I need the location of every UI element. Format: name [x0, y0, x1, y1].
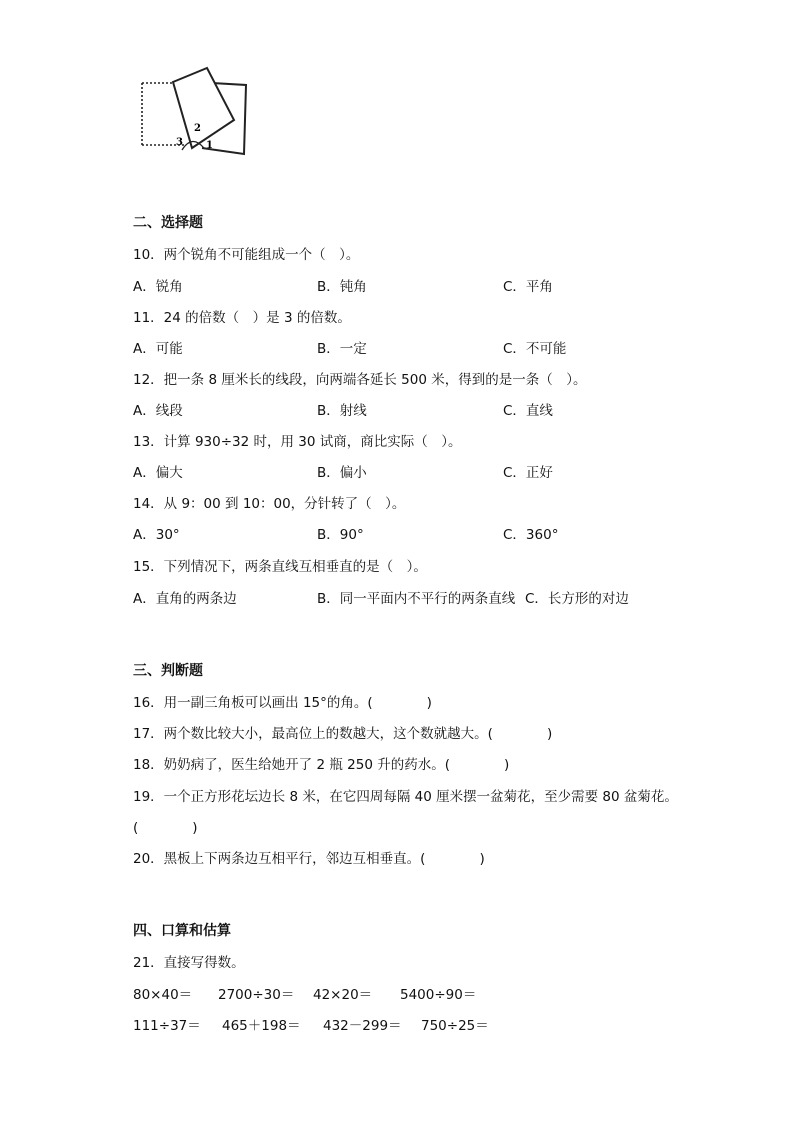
section-header-mental-math: 四、口算和估算 — [133, 923, 231, 939]
calc-item: 2700÷30＝ — [218, 987, 295, 1003]
question-15-stem: 15．下列情况下，两条直线互相垂直的是（ ）。 — [133, 559, 427, 575]
section-header-choice: 二、选择题 — [133, 215, 203, 231]
question-14-stem: 14．从 9：00 到 10：00，分针转了（ ）。 — [133, 496, 406, 512]
question-11-option-a: A．可能 — [133, 341, 183, 357]
question-12-option-b: B．射线 — [317, 403, 367, 419]
angle-label-3: 3 — [176, 137, 183, 148]
question-15-option-c: C．长方形的对边 — [525, 591, 629, 607]
question-14-option-b: B．90° — [317, 527, 364, 543]
question-11-stem: 11．24 的倍数（ ）是 3 的倍数。 — [133, 310, 351, 326]
question-14-option-c: C．360° — [503, 527, 559, 543]
question-12-option-c: C．直线 — [503, 403, 553, 419]
question-13-option-b: B．偏小 — [317, 465, 367, 481]
angle-label-1: 1 — [206, 140, 213, 151]
question-13-stem: 13．计算 930÷32 时，用 30 试商，商比实际（ ）。 — [133, 434, 462, 450]
calc-item: 465＋198＝ — [222, 1018, 301, 1034]
question-10-option-b: B．钝角 — [317, 279, 367, 295]
folded-paper-figure — [130, 62, 260, 162]
folded-flap — [173, 68, 234, 148]
calc-item: 80×40＝ — [133, 987, 193, 1003]
calc-item: 111÷37＝ — [133, 1018, 201, 1034]
angle-label-2: 2 — [194, 123, 201, 134]
calc-item: 750÷25＝ — [421, 1018, 489, 1034]
question-12-option-a: A．线段 — [133, 403, 183, 419]
question-16: 16．用一副三角板可以画出 15°的角。( ) — [133, 695, 432, 711]
question-12-stem: 12．把一条 8 厘米长的线段，向两端各延长 500 米，得到的是一条（ ）。 — [133, 372, 587, 388]
question-11-option-b: B．一定 — [317, 341, 367, 357]
question-10-option-a: A．锐角 — [133, 279, 183, 295]
question-18: 18．奶奶病了，医生给她开了 2 瓶 250 升的药水。( ) — [133, 757, 510, 773]
question-20: 20．黑板上下两条边互相平行，邻边互相垂直。( ) — [133, 851, 485, 867]
calc-item: 432－299＝ — [323, 1018, 402, 1034]
question-19: 19．一个正方形花坛边长 8 米，在它四周每隔 40 厘米摆一盆菊花，至少需要 80 盆菊花。 — [133, 789, 678, 805]
calc-item: 42×20＝ — [313, 987, 373, 1003]
calc-item: 5400÷90＝ — [400, 987, 477, 1003]
question-14-option-a: A．30° — [133, 527, 180, 543]
question-19-answer-blank: ( ) — [133, 820, 198, 836]
question-17: 17．两个数比较大小，最高位上的数越大，这个数就越大。( ) — [133, 726, 553, 742]
question-11-option-c: C．不可能 — [503, 341, 567, 357]
question-21-prompt: 21．直接写得数。 — [133, 955, 245, 971]
question-15-option-a: A．直角的两条边 — [133, 591, 237, 607]
question-15-option-b: B．同一平面内不平行的两条直线 — [317, 591, 516, 607]
question-10-stem: 10．两个锐角不可能组成一个（ ）。 — [133, 247, 360, 263]
question-10-option-c: C．平角 — [503, 279, 553, 295]
section-header-judgement: 三、判断题 — [133, 663, 203, 679]
question-13-option-c: C．正好 — [503, 465, 553, 481]
question-13-option-a: A．偏大 — [133, 465, 183, 481]
